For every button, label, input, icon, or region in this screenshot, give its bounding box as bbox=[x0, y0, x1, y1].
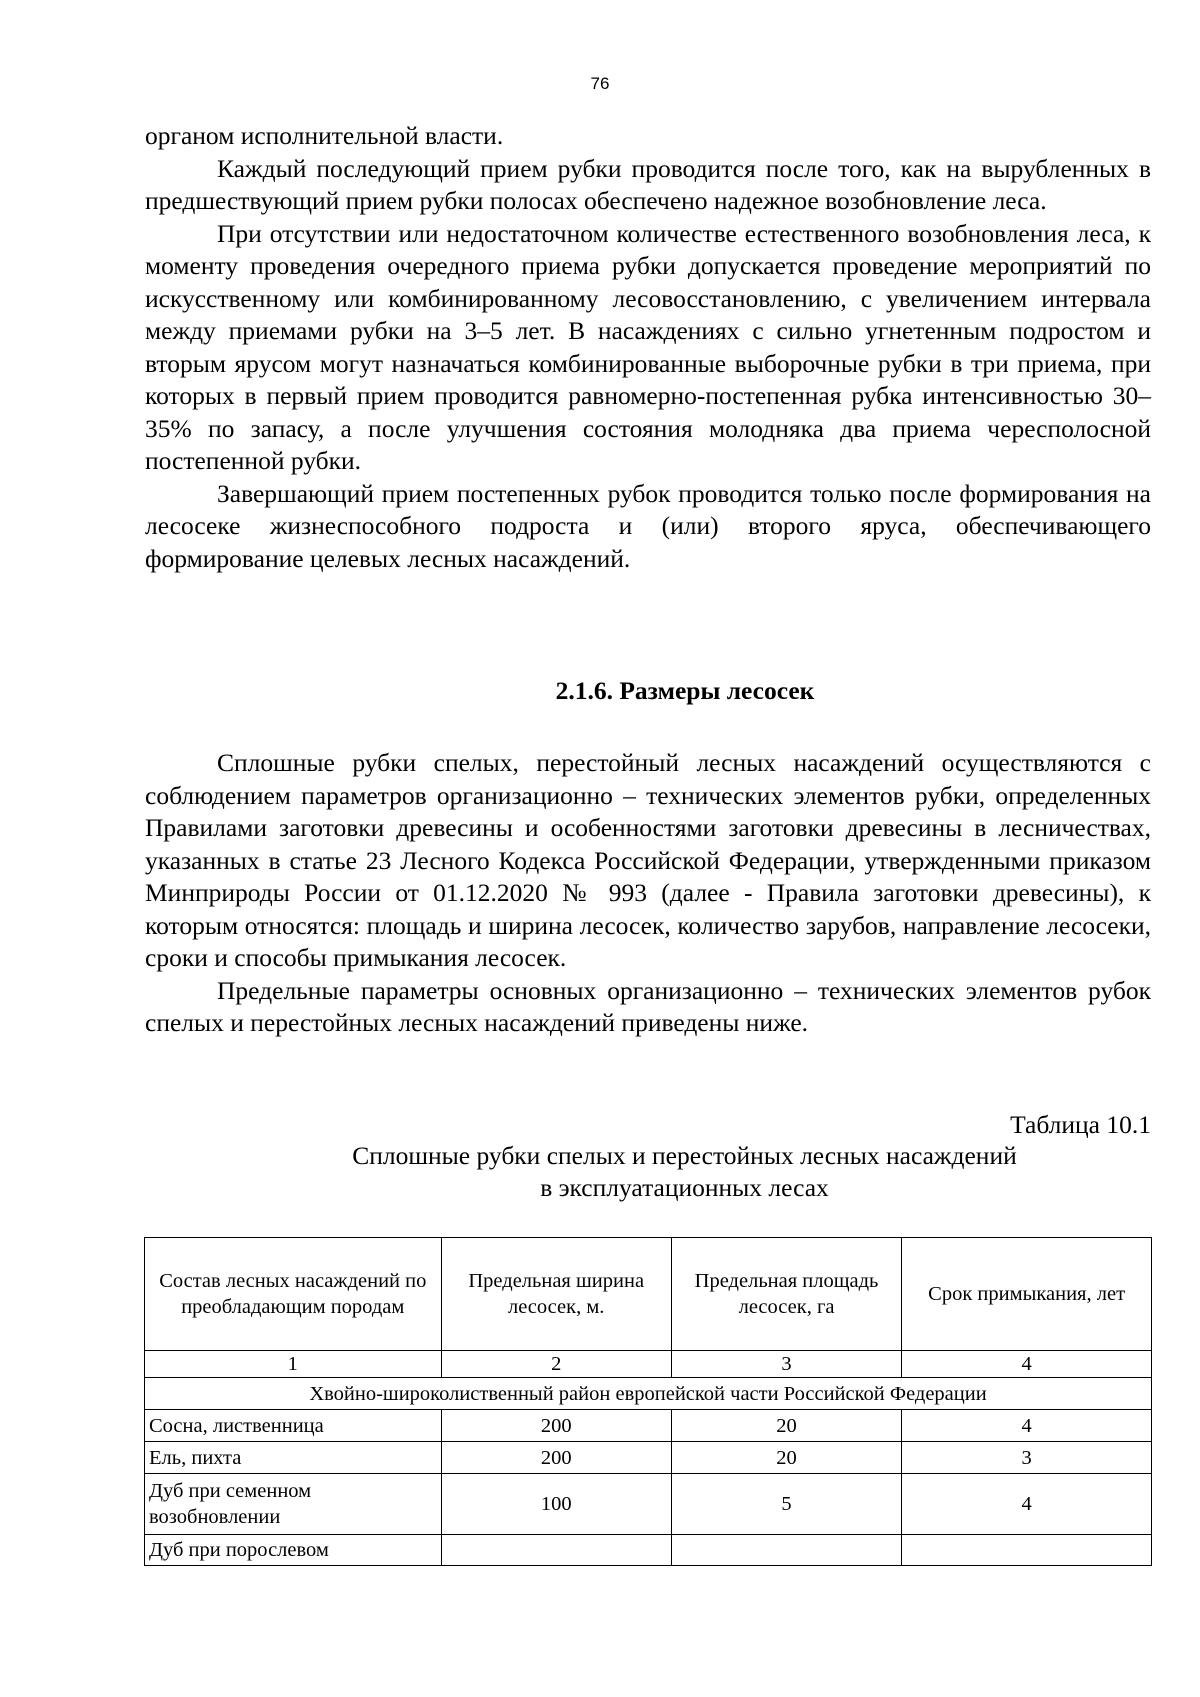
header-cell-term: Срок примыкания, лет bbox=[902, 1238, 1152, 1351]
term-cell bbox=[902, 1535, 1152, 1566]
paragraph: Сплошные рубки спелых, перестойный лесных насаждений осуществляются с соблюдением параметров организационно – технических элементов рубки, определенных Правилами заготовки древесины и особенностями заготовки древесины в лесничествах, указанных в статье 23 Лесного Кодекса Российской Федерации, утвержденными приказом Минприроды России от 01.12.2020 № 993 (далее - Правила заготовки древесины), к которым относятся: площадь и ширина лесосек, количество зарубов, направление лесосеки, сроки и способы примыкания лесосек. bbox=[145, 748, 1151, 972]
column-number: 3 bbox=[671, 1351, 901, 1378]
logging-parameters-table bbox=[144, 1237, 1152, 1566]
table-caption bbox=[145, 1140, 1200, 1204]
body-text-section bbox=[145, 747, 1151, 1040]
column-number: 4 bbox=[902, 1351, 1152, 1378]
width-cell: 100 bbox=[441, 1474, 671, 1535]
body-text-top bbox=[145, 120, 1151, 575]
paragraph: Завершающий прием постепенных рубок проводится только после формирования на лесосеке жизнеспособного подроста и (или) второго яруса, обеспечивающего формирование целевых лесных насаждений. bbox=[145, 478, 1151, 573]
species-cell: Дуб при семенном возобновлении bbox=[145, 1474, 442, 1535]
table-row bbox=[145, 1442, 1152, 1474]
paragraph: Каждый последующий прием рубки проводится после того, как на вырубленных в предшествующий прием рубки полосах обеспечено надежное возобновление леса. bbox=[145, 153, 1151, 215]
header-cell-composition: Состав лесных насаждений по преобладающим породам bbox=[145, 1238, 442, 1351]
area-cell bbox=[671, 1535, 901, 1566]
column-number-row bbox=[145, 1351, 1152, 1378]
term-cell: 4 bbox=[902, 1474, 1152, 1535]
header-cell-area: Предельная площадь лесосек, га bbox=[671, 1238, 901, 1351]
area-cell: 5 bbox=[671, 1474, 901, 1535]
area-cell: 20 bbox=[671, 1410, 901, 1442]
width-cell: 200 bbox=[441, 1442, 671, 1474]
term-cell: 4 bbox=[902, 1410, 1152, 1442]
area-cell: 20 bbox=[671, 1442, 901, 1474]
region-row bbox=[145, 1378, 1152, 1410]
section-heading: 2.1.6. Размеры лесосек bbox=[555, 676, 815, 705]
region-cell: Хвойно-широколиственный район европейской части Российской Федерации bbox=[145, 1378, 1152, 1410]
species-cell: Ель, пихта bbox=[145, 1442, 442, 1474]
paragraph: Предельные параметры основных организационно – технических элементов рубок спелых и перестойных лесных насаждений приведены ниже. bbox=[145, 975, 1151, 1037]
term-cell: 3 bbox=[902, 1442, 1152, 1474]
paragraph: органом исполнительной власти. bbox=[145, 121, 504, 150]
table-caption-line: в эксплуатационных лесах bbox=[540, 1173, 829, 1202]
table-label: Таблица 10.1 bbox=[1010, 1110, 1151, 1139]
column-number: 2 bbox=[441, 1351, 671, 1378]
table-row bbox=[145, 1410, 1152, 1442]
table-row bbox=[145, 1535, 1152, 1566]
species-cell: Дуб при порослевом bbox=[145, 1535, 442, 1566]
page-number: 76 bbox=[590, 74, 610, 93]
width-cell bbox=[441, 1535, 671, 1566]
column-number: 1 bbox=[145, 1351, 442, 1378]
width-cell: 200 bbox=[441, 1410, 671, 1442]
paragraph: При отсутствии или недостаточном количестве естественного возобновления леса, к моменту проведения очередного приема рубки допускается проведение мероприятий по искусственному или комбинированному лесовосстановлению, с увеличением интервала между приемами рубки на 3–5 лет. В насаждениях с сильно угнетенным подростом и вторым ярусом могут назначаться комбинированные выборочные рубки в три приема, при которых в первый прием проводится равномерно-постепенная рубка интенсивностью 30– 35% по запасу, а после улучшения состояния молодняка два приема чересполосной постепенной рубки. bbox=[145, 218, 1151, 475]
species-cell: Сосна, лиственница bbox=[145, 1410, 442, 1442]
table-caption-line: Сплошные рубки спелых и перестойных лесных насаждений bbox=[352, 1141, 1017, 1170]
table-row bbox=[145, 1474, 1152, 1535]
table-header-row bbox=[145, 1238, 1152, 1351]
header-cell-width: Предельная ширина лесосек, м. bbox=[441, 1238, 671, 1351]
